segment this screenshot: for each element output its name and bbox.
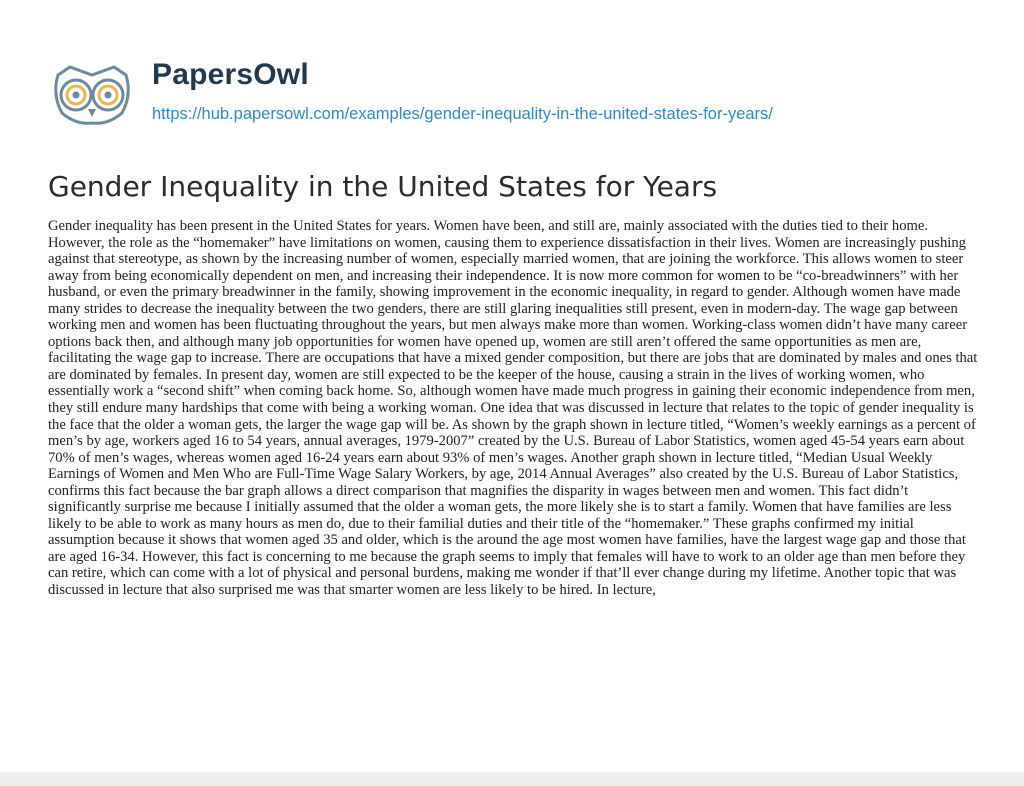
document-body: Gender inequality has been present in the United States for years. Women have been, and still are, mainly associated with the duties tied to their home. However, the role as the “homemaker” have limitations on women, causing them to experience dissatisfaction in their lives. Women are increasingly pushing against that stereotype, as shown by the increasing number of women, especially married women, that are joining the workforce. This allows women to steer away from being economically dependent on men, and increasing their independence. It is now more common for women to be “co-breadwinners” with her husband, or even the primary breadwinner in the family, showing improvement in the economic inequality, in regard to gender. Although women have made many strides to decrease the inequality between the two genders, there are still glaring inequalities still present, even in modern-day. The wage gap between working men and women has been fluctuating throughout the years, but men always make more than women. Working-class women didn’t have many career options back then, and although many job opportunities for women have opened up, women are still aren’t offered the same opportunities as men are, facilitating the wage gap to increase. There are occupations that have a mixed gender composition, but there are jobs that are dominated by males and ones that are dominated by females. In present day, women are still expected to be the keeper of the house, causing a strain in the lives of working women, who essentially work a “second shift” when coming back home. So, although women have made much progress in gaining their economic independence from men, they still endure many hardships that come with being a working woman. One idea that was discussed in lecture that relates to the topic of gender inequality is the face that the older a woman gets, the larger the wage gap will be. As shown by the graph shown in lecture titled, “Women’s weekly earnings as a percent of men’s by age, workers aged 16 to 54 years, annual averages, 1979-2007” created by the U.S. Bureau of Labor Statistics, women aged 45-54 years earn about 70% of men’s wages, whereas women aged 16-24 years earn about 93% of men’s wages. Another graph shown in lecture titled, “Median Usual Weekly Earnings of Women and Men Who are Full-Time Wage Salary Workers, by age, 2014 Annual Averages” also created by the U.S. Bureau of Labor Statistics, confirms this fact because the bar graph allows a direct comparison that magnifies the disparity in wages between men and women. This fact didn’t significantly surprise me because I initially assumed that the older a woman gets, the more likely she is to start a family. Women that have families are less likely to be able to work as many hours as men do, due to their familial duties and their title of the “homemaker.” These graphs confirmed my initial assumption because it shows that women aged 35 and older, which is the around the age most women have families, have the largest wage gap and those that are aged 16-34. However, this fact is concerning to me because the graph seems to imply that females will have to work to an older age than men before they can retire, which can come with a lot of physical and personal burdens, making me wonder if that’ll ever change during my lifetime. Another topic that was discussed in lecture that also surprised me was that smarter women are less likely to be hired. In lecture, xyxy=(48,218,978,599)
source-url-link[interactable]: https://hub.papersowl.com/examples/gender-inequality-in-the-united-states-for-years/ xyxy=(152,105,773,123)
document-title: Gender Inequality in the United States for Years xyxy=(48,170,718,203)
brand-name: PapersOwl xyxy=(152,58,309,91)
brand-header xyxy=(48,58,988,142)
owl-icon xyxy=(48,65,136,125)
footer-bar xyxy=(0,772,1024,786)
